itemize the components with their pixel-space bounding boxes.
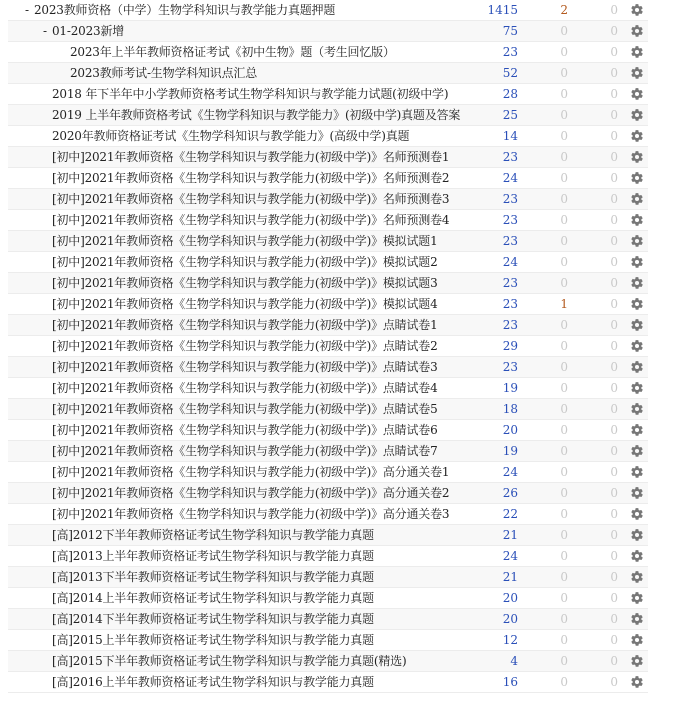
due-count: 28 — [502, 87, 518, 101]
gear-icon-glyph — [630, 465, 644, 479]
deck-name-link[interactable]: [初中]2021年教师资格《生物学科知识与教学能力(初级中学)》点睛试卷1 — [52, 318, 438, 332]
deck-name-link[interactable]: 2018 年下半年中小学教师资格考试生物学科知识与教学能力试题(初级中学) — [52, 87, 449, 101]
new-count: 0 — [610, 633, 618, 647]
gear-icon-glyph — [630, 507, 644, 521]
due-count: 23 — [502, 150, 518, 164]
gear-icon[interactable] — [630, 3, 644, 17]
deck-name-link[interactable]: [高]2014上半年教师资格证考试生物学科知识与教学能力真题 — [52, 591, 374, 605]
deck-name-link[interactable]: [高]2012下半年教师资格证考试生物学科知识与教学能力真题 — [52, 528, 374, 542]
due-count: 19 — [502, 444, 518, 458]
new-count: 0 — [610, 507, 618, 521]
gear-icon[interactable] — [630, 339, 644, 353]
due-count: 19 — [502, 381, 518, 395]
new-count: 0 — [610, 150, 618, 164]
gear-icon[interactable] — [630, 108, 644, 122]
due-count: 22 — [502, 507, 518, 521]
deck-name-link[interactable]: [初中]2021年教师资格《生物学科知识与教学能力(初级中学)》点睛试卷7 — [52, 444, 438, 458]
collapse-toggle[interactable]: - — [42, 24, 48, 38]
new-count: 0 — [610, 402, 618, 416]
deck-row[interactable] — [8, 189, 648, 210]
learn-count: 0 — [560, 423, 568, 437]
gear-icon-glyph — [630, 423, 644, 437]
gear-icon-glyph — [630, 129, 644, 143]
learn-count: 0 — [560, 171, 568, 185]
due-count: 23 — [502, 45, 518, 59]
deck-row[interactable] — [8, 525, 648, 546]
gear-icon-glyph — [630, 45, 644, 59]
deck-row[interactable] — [8, 651, 648, 672]
due-count: 24 — [502, 171, 518, 185]
learn-count: 0 — [560, 213, 568, 227]
due-count: 23 — [502, 276, 518, 290]
deck-row[interactable] — [8, 483, 648, 504]
due-count: 18 — [502, 402, 518, 416]
deck-name-link[interactable]: 2020年教师资格证考试《生物学科知识与教学能力》(高级中学)真题 — [52, 129, 410, 143]
gear-icon-glyph — [630, 402, 644, 416]
due-count: 24 — [502, 255, 518, 269]
gear-icon[interactable] — [630, 318, 644, 332]
gear-icon[interactable] — [630, 150, 644, 164]
deck-name-link[interactable]: 2023年上半年教师资格证考试《初中生物》题（考生回忆版） — [70, 45, 395, 59]
deck-name-link[interactable]: 2023教师资格（中学）生物学科知识与教学能力真题押题 — [34, 3, 336, 17]
due-count: 23 — [502, 192, 518, 206]
due-count: 26 — [502, 486, 518, 500]
learn-count: 0 — [560, 150, 568, 164]
gear-icon-glyph — [630, 297, 644, 311]
due-count: 23 — [502, 213, 518, 227]
new-count: 0 — [610, 87, 618, 101]
deck-row[interactable] — [8, 210, 648, 231]
new-count: 0 — [610, 675, 618, 689]
new-count: 0 — [610, 129, 618, 143]
new-count: 0 — [610, 549, 618, 563]
deck-row[interactable] — [8, 231, 648, 252]
due-count: 20 — [502, 591, 518, 605]
gear-icon[interactable] — [630, 87, 644, 101]
due-count: 24 — [502, 549, 518, 563]
due-count: 23 — [502, 318, 518, 332]
due-count: 14 — [502, 129, 518, 143]
learn-count: 0 — [560, 276, 568, 290]
due-count: 16 — [502, 675, 518, 689]
gear-icon[interactable] — [630, 213, 644, 227]
new-count: 0 — [610, 3, 618, 17]
learn-count: 0 — [560, 444, 568, 458]
deck-row[interactable] — [8, 168, 648, 189]
learn-count: 0 — [560, 675, 568, 689]
gear-icon[interactable] — [630, 528, 644, 542]
gear-icon[interactable] — [630, 255, 644, 269]
learn-count: 0 — [560, 24, 568, 38]
new-count: 0 — [610, 108, 618, 122]
learn-count: 0 — [560, 129, 568, 143]
deck-name-link[interactable]: [高]2014下半年教师资格证考试生物学科知识与教学能力真题 — [52, 612, 374, 626]
new-count: 0 — [610, 381, 618, 395]
gear-icon[interactable] — [630, 675, 644, 689]
new-count: 0 — [610, 297, 618, 311]
learn-count: 0 — [560, 633, 568, 647]
deck-name-link[interactable]: [高]2013下半年教师资格证考试生物学科知识与教学能力真题 — [52, 570, 374, 584]
deck-row[interactable] — [8, 84, 648, 105]
gear-icon[interactable] — [630, 192, 644, 206]
deck-row[interactable] — [8, 336, 648, 357]
new-count: 0 — [610, 591, 618, 605]
deck-row[interactable] — [8, 147, 648, 168]
deck-name-link[interactable]: [高]2015下半年教师资格证考试生物学科知识与教学能力真题(精选) — [52, 654, 407, 668]
learn-count: 0 — [560, 234, 568, 248]
learn-count: 0 — [560, 570, 568, 584]
learn-count: 0 — [560, 549, 568, 563]
deck-name-link[interactable]: [初中]2021年教师资格《生物学科知识与教学能力(初级中学)》名师预测卷1 — [52, 150, 450, 164]
gear-icon[interactable] — [630, 612, 644, 626]
deck-row[interactable] — [8, 672, 648, 693]
gear-icon[interactable] — [630, 276, 644, 290]
new-count: 0 — [610, 318, 618, 332]
new-count: 0 — [610, 255, 618, 269]
deck-row[interactable] — [8, 609, 648, 630]
gear-icon-glyph — [630, 339, 644, 353]
due-count: 23 — [502, 360, 518, 374]
new-count: 0 — [610, 654, 618, 668]
due-count: 12 — [502, 633, 518, 647]
new-count: 0 — [610, 213, 618, 227]
deck-name-link[interactable]: [初中]2021年教师资格《生物学科知识与教学能力(初级中学)》点睛试卷6 — [52, 423, 438, 437]
learn-count: 2 — [560, 3, 568, 17]
gear-icon-glyph — [630, 675, 644, 689]
deck-name-link[interactable]: [初中]2021年教师资格《生物学科知识与教学能力(初级中学)》高分通关卷3 — [52, 507, 450, 521]
learn-count: 0 — [560, 654, 568, 668]
deck-row[interactable] — [8, 399, 648, 420]
new-count: 0 — [610, 45, 618, 59]
deck-name-link[interactable]: 2019 上半年教师资格考试《生物学科知识与教学能力》(初级中学)真题及答案 — [52, 108, 461, 122]
gear-icon[interactable] — [630, 549, 644, 563]
gear-icon-glyph — [630, 255, 644, 269]
gear-icon-glyph — [630, 66, 644, 80]
due-count: 75 — [502, 24, 518, 38]
gear-icon[interactable] — [630, 234, 644, 248]
deck-row[interactable] — [8, 21, 648, 42]
deck-name-link[interactable]: [初中]2021年教师资格《生物学科知识与教学能力(初级中学)》点睛试卷3 — [52, 360, 438, 374]
deck-name-link[interactable]: [高]2015上半年教师资格证考试生物学科知识与教学能力真题 — [52, 633, 374, 647]
new-count: 0 — [610, 339, 618, 353]
deck-row[interactable] — [8, 567, 648, 588]
learn-count: 0 — [560, 507, 568, 521]
gear-icon-glyph — [630, 612, 644, 626]
learn-count: 0 — [560, 528, 568, 542]
gear-icon-glyph — [630, 444, 644, 458]
deck-row[interactable] — [8, 105, 648, 126]
gear-icon[interactable] — [630, 486, 644, 500]
deck-row[interactable] — [8, 294, 648, 315]
deck-name-link[interactable]: [初中]2021年教师资格《生物学科知识与教学能力(初级中学)》点睛试卷4 — [52, 381, 438, 395]
gear-icon-glyph — [630, 318, 644, 332]
gear-icon[interactable] — [630, 381, 644, 395]
deck-row[interactable] — [8, 252, 648, 273]
deck-row[interactable] — [8, 588, 648, 609]
new-count: 0 — [610, 570, 618, 584]
new-count: 0 — [610, 276, 618, 290]
new-count: 0 — [610, 465, 618, 479]
deck-row[interactable] — [8, 0, 648, 21]
deck-name-link[interactable]: [初中]2021年教师资格《生物学科知识与教学能力(初级中学)》模拟试题4 — [52, 297, 438, 311]
due-count: 25 — [502, 108, 518, 122]
learn-count: 0 — [560, 108, 568, 122]
gear-icon-glyph — [630, 591, 644, 605]
deck-row[interactable] — [8, 546, 648, 567]
deck-row[interactable] — [8, 504, 648, 525]
learn-count: 1 — [560, 297, 568, 311]
gear-icon-glyph — [630, 171, 644, 185]
deck-name-link[interactable]: [初中]2021年教师资格《生物学科知识与教学能力(初级中学)》模拟试题1 — [52, 234, 438, 248]
learn-count: 0 — [560, 402, 568, 416]
gear-icon[interactable] — [630, 570, 644, 584]
learn-count: 0 — [560, 66, 568, 80]
new-count: 0 — [610, 66, 618, 80]
gear-icon-glyph — [630, 108, 644, 122]
gear-icon[interactable] — [630, 24, 644, 38]
new-count: 0 — [610, 423, 618, 437]
new-count: 0 — [610, 444, 618, 458]
gear-icon-glyph — [630, 654, 644, 668]
due-count: 21 — [502, 528, 518, 542]
deck-row[interactable] — [8, 462, 648, 483]
learn-count: 0 — [560, 255, 568, 269]
gear-icon-glyph — [630, 150, 644, 164]
new-count: 0 — [610, 612, 618, 626]
deck-name-link[interactable]: [初中]2021年教师资格《生物学科知识与教学能力(初级中学)》点睛试卷2 — [52, 339, 438, 353]
due-count: 20 — [502, 423, 518, 437]
gear-icon[interactable] — [630, 66, 644, 80]
new-count: 0 — [610, 192, 618, 206]
deck-row[interactable] — [8, 63, 648, 84]
learn-count: 0 — [560, 381, 568, 395]
due-count: 52 — [502, 66, 518, 80]
new-count: 0 — [610, 24, 618, 38]
new-count: 0 — [610, 234, 618, 248]
gear-icon[interactable] — [630, 360, 644, 374]
gear-icon-glyph — [630, 381, 644, 395]
deck-name-link[interactable]: [初中]2021年教师资格《生物学科知识与教学能力(初级中学)》高分通关卷1 — [52, 465, 450, 479]
collapse-toggle[interactable]: - — [24, 3, 30, 17]
deck-name-link[interactable]: [初中]2021年教师资格《生物学科知识与教学能力(初级中学)》名师预测卷2 — [52, 171, 450, 185]
gear-icon[interactable] — [630, 444, 644, 458]
gear-icon-glyph — [630, 486, 644, 500]
deck-row[interactable] — [8, 126, 648, 147]
gear-icon-glyph — [630, 570, 644, 584]
deck-name-link[interactable]: [高]2013上半年教师资格证考试生物学科知识与教学能力真题 — [52, 549, 374, 563]
due-count: 21 — [502, 570, 518, 584]
learn-count: 0 — [560, 465, 568, 479]
gear-icon[interactable] — [630, 423, 644, 437]
deck-row[interactable] — [8, 315, 648, 336]
gear-icon-glyph — [630, 213, 644, 227]
gear-icon-glyph — [630, 192, 644, 206]
deck-name-link[interactable]: [初中]2021年教师资格《生物学科知识与教学能力(初级中学)》模拟试题2 — [52, 255, 438, 269]
due-count: 20 — [502, 612, 518, 626]
gear-icon[interactable] — [630, 633, 644, 647]
new-count: 0 — [610, 171, 618, 185]
gear-icon-glyph — [630, 87, 644, 101]
gear-icon-glyph — [630, 633, 644, 647]
gear-icon[interactable] — [630, 654, 644, 668]
due-count: 1415 — [487, 3, 518, 17]
learn-count: 0 — [560, 612, 568, 626]
learn-count: 0 — [560, 591, 568, 605]
learn-count: 0 — [560, 45, 568, 59]
gear-icon[interactable] — [630, 507, 644, 521]
deck-name-link[interactable]: [初中]2021年教师资格《生物学科知识与教学能力(初级中学)》高分通关卷2 — [52, 486, 450, 500]
learn-count: 0 — [560, 318, 568, 332]
gear-icon[interactable] — [630, 402, 644, 416]
deck-name-link[interactable]: [初中]2021年教师资格《生物学科知识与教学能力(初级中学)》点睛试卷5 — [52, 402, 438, 416]
gear-icon[interactable] — [630, 465, 644, 479]
learn-count: 0 — [560, 192, 568, 206]
gear-icon-glyph — [630, 360, 644, 374]
new-count: 0 — [610, 360, 618, 374]
due-count: 23 — [502, 234, 518, 248]
learn-count: 0 — [560, 486, 568, 500]
gear-icon[interactable] — [630, 171, 644, 185]
deck-name-link[interactable]: 01-2023新增 — [52, 24, 125, 38]
due-count: 23 — [502, 297, 518, 311]
gear-icon[interactable] — [630, 45, 644, 59]
gear-icon[interactable] — [630, 591, 644, 605]
due-count: 29 — [502, 339, 518, 353]
gear-icon-glyph — [630, 24, 644, 38]
learn-count: 0 — [560, 339, 568, 353]
gear-icon[interactable] — [630, 297, 644, 311]
deck-row[interactable] — [8, 630, 648, 651]
learn-count: 0 — [560, 87, 568, 101]
learn-count: 0 — [560, 360, 568, 374]
deck-name-link[interactable]: [初中]2021年教师资格《生物学科知识与教学能力(初级中学)》模拟试题3 — [52, 276, 438, 290]
deck-row[interactable] — [8, 420, 648, 441]
deck-row[interactable] — [8, 357, 648, 378]
new-count: 0 — [610, 528, 618, 542]
gear-icon-glyph — [630, 3, 644, 17]
gear-icon[interactable] — [630, 129, 644, 143]
deck-row[interactable] — [8, 42, 648, 63]
new-count: 0 — [610, 486, 618, 500]
deck-name-link[interactable]: [初中]2021年教师资格《生物学科知识与教学能力(初级中学)》名师预测卷4 — [52, 213, 450, 227]
deck-row[interactable] — [8, 441, 648, 462]
gear-icon-glyph — [630, 276, 644, 290]
deck-name-link[interactable]: [高]2016上半年教师资格证考试生物学科知识与教学能力真题 — [52, 675, 374, 689]
deck-row[interactable] — [8, 273, 648, 294]
gear-icon-glyph — [630, 528, 644, 542]
due-count: 24 — [502, 465, 518, 479]
gear-icon-glyph — [630, 234, 644, 248]
deck-name-link[interactable]: [初中]2021年教师资格《生物学科知识与教学能力(初级中学)》名师预测卷3 — [52, 192, 450, 206]
gear-icon-glyph — [630, 549, 644, 563]
deck-name-link[interactable]: 2023教师考试-生物学科知识点汇总 — [70, 66, 257, 80]
deck-row[interactable] — [8, 378, 648, 399]
due-count: 4 — [510, 654, 518, 668]
